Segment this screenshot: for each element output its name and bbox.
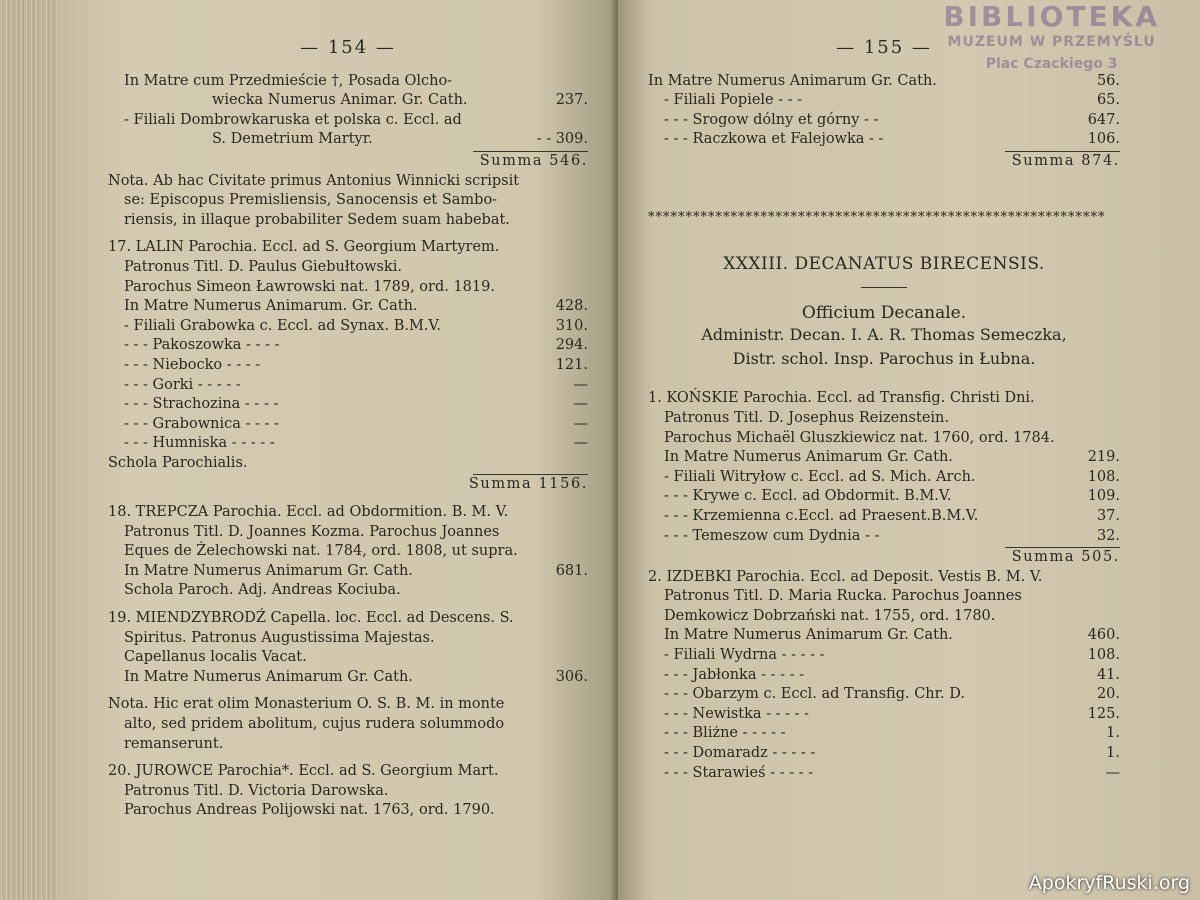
line-text: Capellanus localis Vacat. <box>124 649 307 666</box>
right-page-lines <box>648 389 1120 783</box>
line-text: In Matre Numerus Animarum Gr. Cath. <box>124 668 413 685</box>
text-line <box>108 475 588 495</box>
line-text: - - - Bliżne - - - - - <box>664 725 786 742</box>
left-page <box>58 0 618 900</box>
text-line <box>108 278 588 298</box>
line-text: Patronus Titl. D. Josephus Reizenstein. <box>664 409 949 426</box>
text-line <box>648 487 1120 507</box>
line-text: Spiritus. Patronus Augustissima Majestas. <box>124 629 435 646</box>
text-line <box>648 744 1120 764</box>
text-line <box>108 191 588 211</box>
officium-line: Administr. Decan. I. A. R. Thomas Semeczka, <box>701 325 1067 345</box>
line-value: 41. <box>1096 666 1120 683</box>
page-edges <box>0 0 58 900</box>
text-line <box>108 648 588 668</box>
line-text: Schola Parochialis. <box>108 454 248 471</box>
line-text: remanserunt. <box>124 735 224 752</box>
text-line <box>108 356 588 376</box>
text-line <box>108 523 588 543</box>
line-text: In Matre Numerus Animarum Gr. Cath. <box>648 72 937 89</box>
text-line <box>108 211 588 231</box>
line-value: — <box>1105 764 1120 781</box>
line-text: se: Episcopus Premisliensis, Sanocensis et Sambo- <box>124 192 498 209</box>
line-value: 681. <box>555 562 588 579</box>
section-divider-stars: ************************************************************* <box>648 209 1106 225</box>
line-value: 109. <box>1087 488 1120 505</box>
text-line <box>108 317 588 337</box>
line-text: - - - Temeszow cum Dydnia - - <box>664 527 880 544</box>
line-value: 37. <box>1096 507 1120 524</box>
line-value: - - 309. <box>536 131 588 148</box>
text-line <box>648 507 1120 527</box>
line-text: In Matre Numerus Animarum. Gr. Cath. <box>124 298 418 315</box>
text-line <box>648 685 1120 705</box>
line-text: - - - Pakoszowka - - - - <box>124 337 280 354</box>
line-value: 65. <box>1096 92 1120 109</box>
line-text: - - - Starawieś - - - - - <box>664 764 814 781</box>
line-text: Patronus Titl. D. Victoria Darowska. <box>124 782 389 799</box>
line-text: Nota. Hic erat olim Monasterium O. S. B. M. in monte <box>108 696 505 713</box>
line-value: — <box>573 415 588 432</box>
line-value: 125. <box>1087 705 1120 722</box>
line-value: Summa 546. <box>479 152 588 169</box>
line-text: - - - Srogow dólny et górny - - <box>664 111 879 128</box>
spacer <box>108 495 588 503</box>
officium-line: Distr. schol. Insp. Parochus in Łubna. <box>732 349 1036 369</box>
spacer <box>108 601 588 609</box>
text-line <box>108 415 588 435</box>
line-text: 17. LALIN Parochia. Eccl. ad S. Georgium Martyrem. <box>108 239 500 256</box>
text-line <box>648 666 1120 686</box>
text-line <box>648 626 1120 646</box>
text-line <box>108 238 588 258</box>
line-value: 237. <box>555 92 588 109</box>
line-text: Patronus Titl. D. Joannes Kozma. Parochus Joannes <box>124 523 500 540</box>
text-line <box>108 454 588 474</box>
line-text: - - - Krzemienna c.Eccl. ad Praesent.B.M.V. <box>664 507 979 524</box>
line-value: 108. <box>1087 468 1120 485</box>
line-text: Patronus Titl. D. Maria Rucka. Parochus Joannes <box>664 588 1022 605</box>
spacer <box>648 371 1120 389</box>
line-text: - - - Newistka - - - - - <box>664 705 810 722</box>
line-text: - Filiali Popiele - - - <box>664 92 803 109</box>
text-line <box>648 429 1120 449</box>
text-line <box>108 111 588 131</box>
line-text: alto, sed pridem abolitum, cujus rudera solummodo <box>124 716 505 732</box>
line-value: 121. <box>555 356 588 373</box>
text-line <box>648 548 1120 568</box>
line-value: 32. <box>1096 527 1120 544</box>
line-text: - - - Domaradz - - - - - <box>664 745 816 762</box>
line-text: - - - Gorki - - - - - <box>124 376 241 393</box>
text-line <box>108 542 588 562</box>
line-value: 428. <box>555 298 588 315</box>
text-line <box>108 434 588 454</box>
text-line <box>108 762 588 782</box>
line-value: 56. <box>1096 72 1120 89</box>
line-value: Summa 874. <box>1011 152 1120 169</box>
text-line <box>108 258 588 278</box>
text-line <box>648 764 1120 784</box>
line-text: - - - Niebocko - - - - <box>124 356 261 373</box>
line-text: 18. TREPCZA Parochia. Eccl. ad Obdormition. B. M. V. <box>108 504 509 521</box>
line-text: riensis, in illaque probabiliter Sedem suam habebat. <box>124 211 510 228</box>
text-line <box>108 801 588 821</box>
line-text: wiecka Numerus Animar. Gr. Cath. <box>212 92 468 109</box>
text-line <box>108 376 588 396</box>
text-line <box>108 297 588 317</box>
line-text: 20. JUROWCE Parochia*. Eccl. ad S. Georgium Mart. <box>108 763 499 780</box>
officium-title: Officium Decanale. <box>801 302 967 323</box>
line-text: Schola Paroch. Adj. Andreas Kociuba. <box>124 582 401 599</box>
line-value: 219. <box>1087 449 1120 466</box>
line-text: S. Demetrium Martyr. <box>212 131 373 148</box>
text-line <box>108 695 588 715</box>
left-page-lines <box>108 72 588 821</box>
text-line <box>648 527 1120 547</box>
text-line <box>648 152 1120 172</box>
line-text: Eques de Żelechowski nat. 1784, ord. 1808, ut supra. <box>124 543 518 560</box>
text-line <box>648 130 1120 150</box>
text-line <box>108 395 588 415</box>
line-value: 106. <box>1087 131 1120 148</box>
text-line <box>648 111 1120 131</box>
page-number-right: — 155 — <box>836 37 932 58</box>
text-line <box>648 389 1120 409</box>
line-text: - Filiali Wydrna - - - - - <box>664 647 825 664</box>
right-page-content <box>648 38 1120 783</box>
stamp-line-2: MUZEUM W PRZEMYŚLU <box>947 34 1156 50</box>
line-text: In Matre Numerus Animarum Gr. Cath. <box>664 449 953 466</box>
text-line <box>648 724 1120 744</box>
stamp-line-1: BIBLIOTEKA <box>943 0 1160 33</box>
text-line <box>108 336 588 356</box>
line-text: - Filiali Witryłow c. Eccl. ad S. Mich. Arch. <box>664 468 976 485</box>
line-text: Parochus Simeon Ławrowski nat. 1789, ord. 1819. <box>124 278 495 295</box>
line-value: 306. <box>555 668 588 685</box>
text-line <box>648 587 1120 607</box>
text-line <box>108 782 588 802</box>
right-page-top-lines <box>648 72 1120 172</box>
line-text: Demkowicz Dobrzański nat. 1755, ord. 1780. <box>664 607 996 624</box>
spacer <box>108 230 588 238</box>
line-value: 294. <box>555 337 588 354</box>
line-value: 1. <box>1106 725 1120 742</box>
spacer <box>108 687 588 695</box>
text-line <box>108 562 588 582</box>
line-value: Summa 505. <box>1011 549 1120 566</box>
line-text: 1. KOŃSKIE Parochia. Eccl. ad Transfig. Christi Dni. <box>648 390 1035 407</box>
text-line <box>648 72 1120 92</box>
spacer <box>108 754 588 762</box>
line-text: In Matre Numerus Animarum Gr. Cath. <box>124 562 413 579</box>
line-text: Patronus Titl. D. Paulus Giebułtowski. <box>124 258 402 275</box>
line-text: - - - Raczkowa et Falejowka - - <box>664 131 884 148</box>
title-rule <box>861 287 907 288</box>
text-line <box>648 646 1120 666</box>
text-line <box>108 172 588 192</box>
watermark: ApokryfRuski.org <box>1028 872 1190 894</box>
line-text: - Filiali Grabowka c. Eccl. ad Synax. B.M.V. <box>124 317 441 334</box>
stamp-line-3: Plac Czackiego 3 <box>985 56 1118 72</box>
text-line <box>648 409 1120 429</box>
left-page-content <box>108 38 588 821</box>
line-text: In Matre cum Przedmieście †, Posada Olcho- <box>124 72 453 89</box>
text-line <box>108 581 588 601</box>
line-value: 647. <box>1087 111 1120 128</box>
text-line <box>108 503 588 523</box>
line-text: - - - Krywe c. Eccl. ad Obdormit. B.M.V. <box>664 488 952 505</box>
text-line <box>108 668 588 688</box>
line-value: 460. <box>1087 627 1120 644</box>
text-line <box>648 468 1120 488</box>
line-value: 20. <box>1096 686 1120 703</box>
text-line <box>108 152 588 172</box>
line-text: - - - Humniska - - - - - <box>124 435 275 452</box>
line-value: 310. <box>555 317 588 334</box>
text-line <box>108 715 588 735</box>
line-value: — <box>573 376 588 393</box>
text-line <box>108 609 588 629</box>
line-text: 19. MIENDZYBRODŹ Capella. loc. Eccl. ad Descens. S. <box>108 610 514 627</box>
line-text: Parochus Michaël Gluszkiewicz nat. 1760, ord. 1784. <box>664 429 1055 446</box>
text-line <box>648 607 1120 627</box>
line-value: — <box>573 435 588 452</box>
text-line <box>648 448 1120 468</box>
line-value: 1. <box>1106 745 1120 762</box>
text-line <box>108 629 588 649</box>
decanatus-title: XXXIII. DECANATUS BIRECENSIS. <box>723 254 1045 275</box>
line-text: - - - Jabłonka - - - - - <box>664 666 805 683</box>
text-line <box>108 91 588 111</box>
line-text: - - - Grabownica - - - - <box>124 415 279 432</box>
text-line <box>648 568 1120 588</box>
line-text: 2. IZDEBKI Parochia. Eccl. ad Deposit. Vestis B. M. V. <box>648 568 1043 585</box>
text-line <box>108 72 588 92</box>
line-text: - Filiali Dombrowkaruska et polska c. Eccl. ad <box>124 111 462 128</box>
line-text: Nota. Ab hac Civitate primus Antonius Winnicki scripsit <box>108 172 520 189</box>
line-text: In Matre Numerus Animarum Gr. Cath. <box>664 627 953 644</box>
line-text: - - - Strachozina - - - - <box>124 396 279 413</box>
line-text: Parochus Andreas Polijowski nat. 1763, ord. 1790. <box>124 802 495 819</box>
line-text: - - - Obarzym c. Eccl. ad Transfig. Chr. D. <box>664 686 965 703</box>
line-value: Summa 1156. <box>468 476 588 493</box>
text-line <box>648 91 1120 111</box>
line-value: — <box>573 396 588 413</box>
text-line <box>108 130 588 150</box>
text-line <box>108 735 588 755</box>
text-line <box>648 705 1120 725</box>
line-value: 108. <box>1087 647 1120 664</box>
page-number-left: — 154 — <box>300 37 396 58</box>
right-page <box>618 0 1200 900</box>
